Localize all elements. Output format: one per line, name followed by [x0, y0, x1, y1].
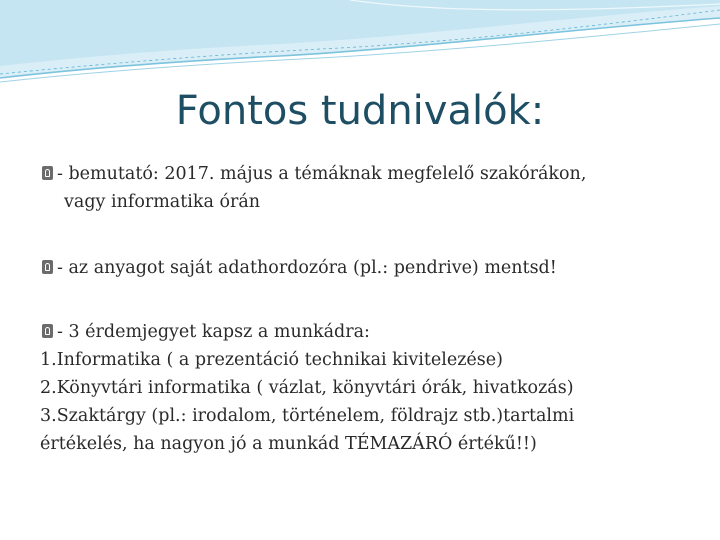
- grade-line: 1.Informatika ( a prezentáció technikai kivitelezése): [40, 350, 503, 370]
- bullet-text: - az anyagot saját adathordozóra (pl.: pendrive) mentsd!: [57, 258, 557, 278]
- list-item: [40, 254, 700, 282]
- info-bullet-icon: [42, 166, 53, 180]
- grade-line: értékelés, ha nagyon jó a munkád TÉMAZÁRÓ értékű!!): [40, 434, 537, 454]
- bullet-text: - bemutató: 2017. május a témáknak megfelelő szakórákon,: [57, 164, 587, 184]
- info-bullet-icon: [42, 324, 53, 338]
- header-wave-decoration: [0, 0, 720, 90]
- info-bullet-icon: [42, 260, 53, 274]
- grade-line: 3.Szaktárgy (pl.: irodalom, történelem, földrajz stb.)tartalmi: [40, 406, 575, 426]
- list-item: [40, 160, 700, 188]
- grade-line: 2.Könyvtári informatika ( vázlat, könyvtári órák, hivatkozás): [40, 378, 574, 398]
- bullet-text-continuation: vagy informatika órán: [64, 192, 261, 212]
- slide-body: [40, 160, 700, 458]
- bullet-text: - 3 érdemjegyet kapsz a munkádra:: [57, 322, 370, 342]
- list-item: [40, 318, 700, 346]
- slide-title: Fontos tudnivalók:: [175, 88, 545, 134]
